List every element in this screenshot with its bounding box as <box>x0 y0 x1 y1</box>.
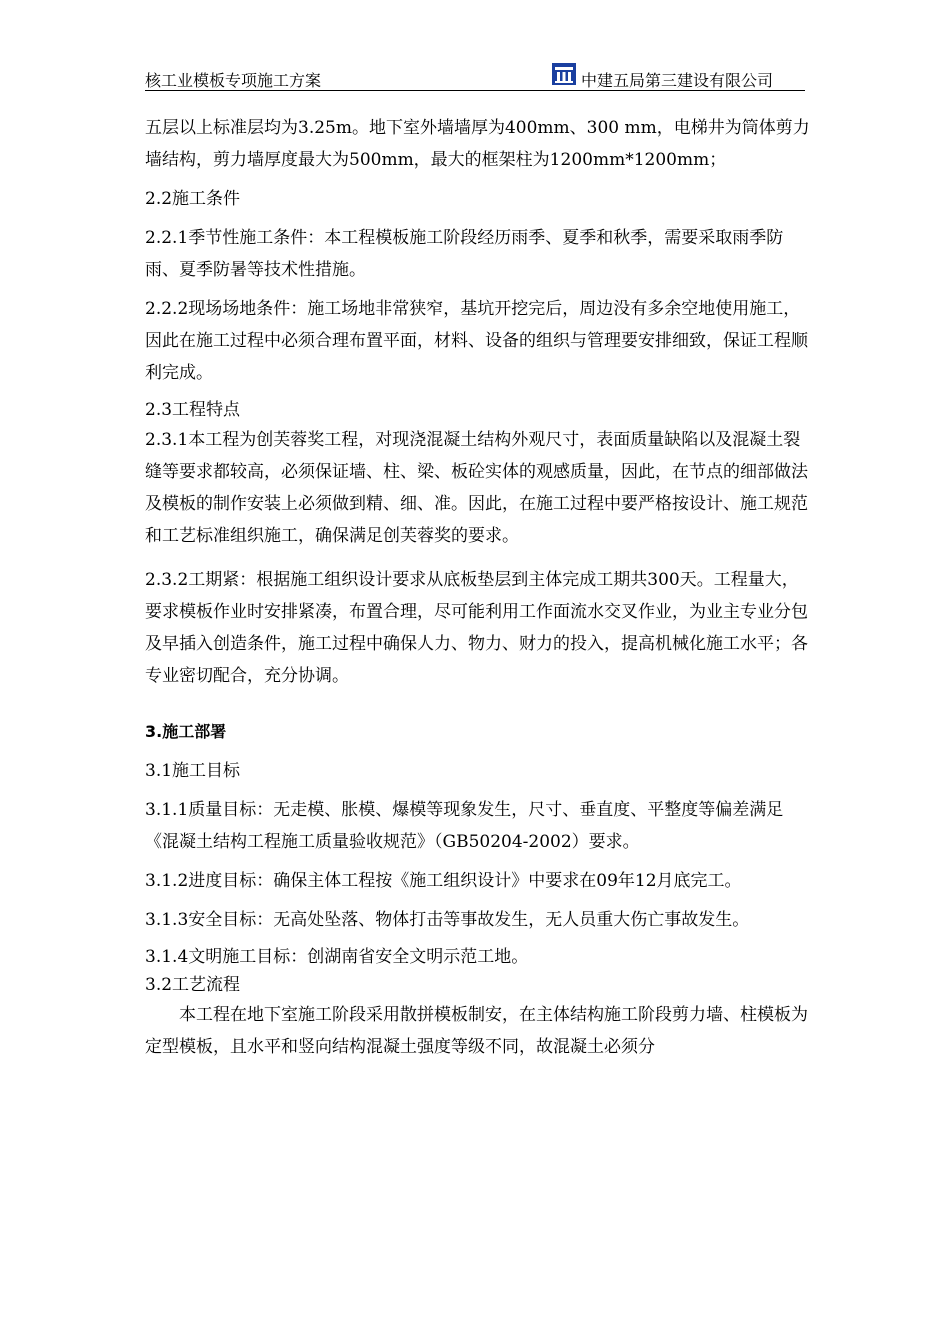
paragraph-3-2: 本工程在地下室施工阶段采用散拼模板制安，在主体结构施工阶段剪力墙、柱模板为定型模板，且水平和竖向结构混凝土强度等级不同，故混凝土必须分 <box>145 1005 808 1057</box>
paragraph-3-1-1: 3.1.1质量目标：无走模、胀模、爆模等现象发生，尺寸、垂直度、平整度等偏差满足《混凝土结构工程施工质量验收规范》（GB50204-2002）要求。 <box>145 800 784 852</box>
paragraph-3-1-4: 3.1.4文明施工目标：创湖南省安全文明示范工地。 <box>145 947 529 967</box>
paragraph-2-2-1: 2.2.1季节性施工条件：本工程模板施工阶段经历雨季、夏季和秋季，需要采取雨季防雨、夏季防暑等技术性措施。 <box>145 228 784 280</box>
paragraph-2-3-2: 2.3.2工期紧：根据施工组织设计要求从底板垫层到主体完成工期共300天。工程量大，要求模板作业时安排紧凑，布置合理，尽可能利用工作面流水交叉作业，为业主专业分包及早插入创造条件，施工过程中确保人力、物力、财力的投入，提高机械化施工水平；各专业密切配合，充分协调。 <box>145 570 808 686</box>
section-heading-2-3: 2.3工程特点 <box>145 400 241 420</box>
paragraph-2-2-2: 2.2.2现场场地条件：施工场地非常狭窄，基坑开挖完后，周边没有多余空地使用施工，因此在施工过程中必须合理布置平面，材料、设备的组织与管理要安排细致，保证工程顺利完成。 <box>145 299 808 383</box>
document-body <box>145 112 810 1063</box>
company-name: 中建五局第三建设有限公司 <box>580 71 773 90</box>
company-logo-icon <box>552 63 576 85</box>
page-header <box>145 66 805 91</box>
section-heading-3-2: 3.2工艺流程 <box>145 975 241 995</box>
section-heading-3: 3.施工部署 <box>145 722 227 741</box>
section-heading-3-1: 3.1施工目标 <box>145 761 241 781</box>
section-heading-2-2: 2.2施工条件 <box>145 189 241 209</box>
paragraph-2-3-1: 2.3.1本工程为创芙蓉奖工程，对现浇混凝土结构外观尺寸，表面质量缺陷以及混凝土裂缝等要求都较高，必须保证墙、柱、梁、板砼实体的观感质量，因此，在节点的细部做法及模板的制作安装上必须做到精、细、准。因此，在施工过程中要严格按设计、施工规范和工艺标准组织施工，确保满足创芙蓉奖的要求。 <box>145 430 808 546</box>
paragraph-3-1-2: 3.1.2进度目标：确保主体工程按《施工组织设计》中要求在09年12月底完工。 <box>145 871 742 891</box>
document-title: 核工业模板专项施工方案 <box>145 71 322 90</box>
paragraph-3-1-3: 3.1.3安全目标：无高处坠落、物体打击等事故发生，无人员重大伤亡事故发生。 <box>145 910 750 930</box>
paragraph-structure: 五层以上标准层均为3.25m。地下室外墙墙厚为400mm、300 mm，电梯井为筒体剪力墙结构，剪力墙厚度最大为500mm，最大的框架柱为1200mm*1200mm； <box>145 118 810 170</box>
